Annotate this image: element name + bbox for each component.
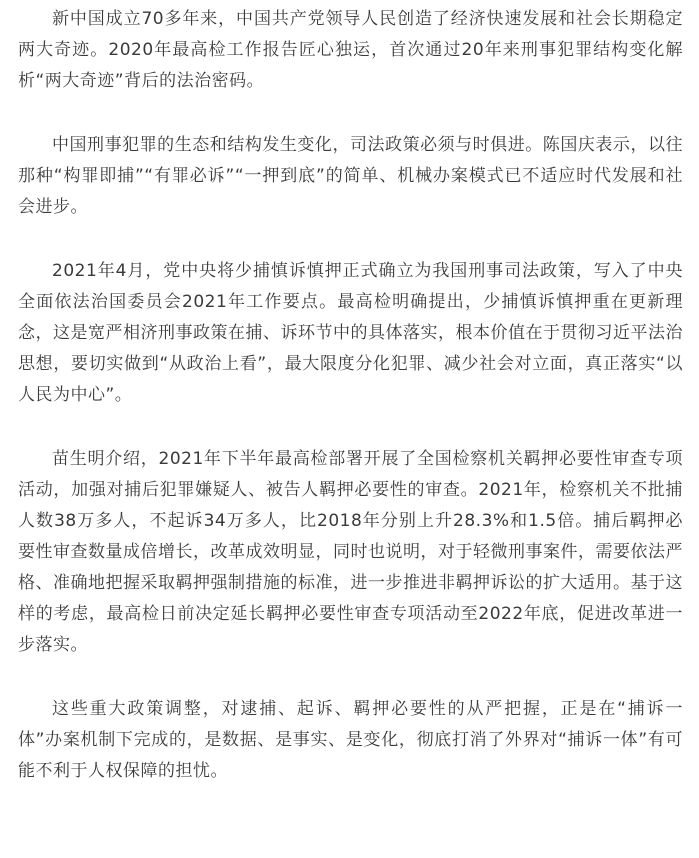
paragraph-3: 2021年4月，党中央将少捕慎诉慎押正式确立为我国刑事司法政策，写入了中央全面依法治国委员会2021年工作要点。最高检明确提出，少捕慎诉慎押重在更新理念，这是宽严相济刑事政策在捕、诉环节中的具体落实，根本价值在于贯彻习近平法治思想，要切实做到“从政治上看”，最大限度分化犯罪、减少社会对立面，真正落实“以人民为中心”。 bbox=[18, 261, 683, 405]
paragraph-2: 中国刑事犯罪的生态和结构发生变化，司法政策必须与时俱进。陈国庆表示，以往那种“构罪即捕”“有罪必诉”“一押到底”的简单、机械办案模式已不适应时代发展和社会进步。 bbox=[18, 135, 683, 217]
paragraph-4: 苗生明介绍，2021年下半年最高检部署开展了全国检察机关羁押必要性审查专项活动，加强对捕后犯罪嫌疑人、被告人羁押必要性的审查。2021年，检察机关不批捕人数38万多人，不起诉34万多人，比2018年分别上升28.3%和1.5倍。捕后羁押必要性审查数量成倍增长，改革成效明显，同时也说明，对于轻微刑事案件，需要依法严格、准确地把握采取羁押强制措施的标准，进一步推进非羁押诉讼的扩大适用。基于这样的考虑，最高检日前决定延长羁押必要性审查专项活动至2022年底，促进改革进一步落实。 bbox=[18, 449, 683, 655]
paragraph-1: 新中国成立70多年来，中国共产党领导人民创造了经济快速发展和社会长期稳定两大奇迹。2020年最高检工作报告匠心独运，首次通过20年来刑事犯罪结构变化解析“两大奇迹”背后的法治密码。 bbox=[18, 9, 683, 91]
paragraph-5: 这些重大政策调整，对逮捕、起诉、羁押必要性的从严把握，正是在“捕诉一体”办案机制下完成的，是数据、是事实、是变化，彻底打消了外界对“捕诉一体”有可能不利于人权保障的担忧。 bbox=[18, 699, 683, 781]
